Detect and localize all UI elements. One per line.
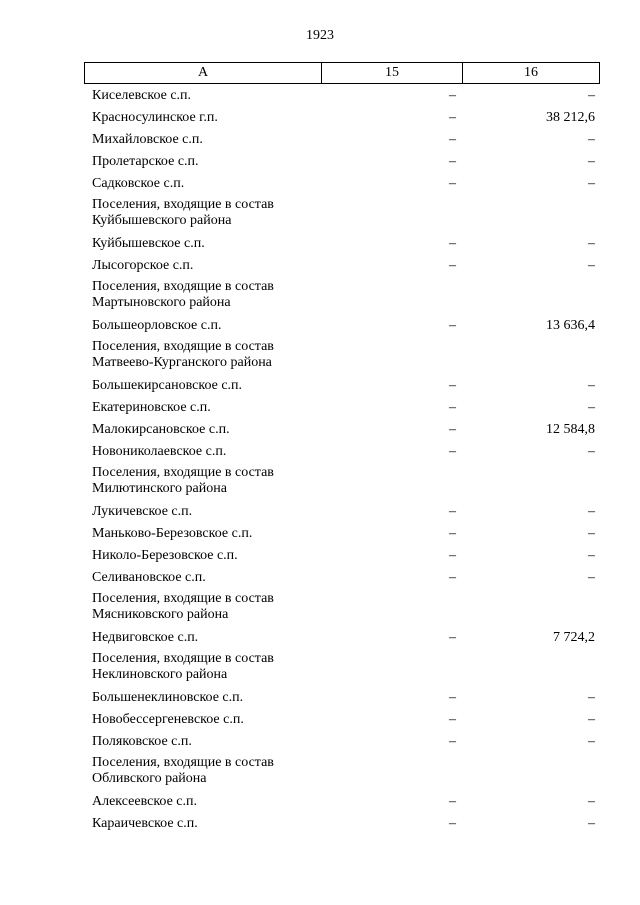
group-heading-row — [0, 195, 640, 233]
cell-col-15: – — [449, 816, 456, 831]
row-name: Пролетарское с.п. — [92, 154, 199, 169]
group-heading-row — [0, 277, 640, 315]
cell-col-15: – — [449, 690, 456, 705]
cell-col-15: – — [449, 548, 456, 563]
row-name: Поселения, входящие в состав Матвеево-Курганского района — [92, 339, 274, 370]
cell-col-16: 7 724,2 — [553, 630, 595, 645]
cell-col-16: – — [588, 794, 595, 809]
table-row — [0, 523, 640, 545]
cell-col-15: – — [449, 110, 456, 125]
cell-col-16: – — [588, 378, 595, 393]
cell-col-16: – — [588, 154, 595, 169]
table-row — [0, 397, 640, 419]
row-name: Новобессергеневское с.п. — [92, 712, 244, 727]
table-row — [0, 567, 640, 589]
table-body — [0, 85, 640, 835]
row-name: Екатериновское с.п. — [92, 400, 211, 415]
cell-col-16: – — [588, 548, 595, 563]
cell-col-15: – — [449, 400, 456, 415]
row-name: Куйбышевское с.п. — [92, 236, 205, 251]
row-name: Караичевское с.п. — [92, 816, 198, 831]
cell-col-16: – — [588, 236, 595, 251]
cell-col-16: – — [588, 816, 595, 831]
table-row — [0, 709, 640, 731]
table-row — [0, 255, 640, 277]
cell-col-16: – — [588, 570, 595, 585]
cell-col-16: – — [588, 176, 595, 191]
cell-col-15: – — [449, 378, 456, 393]
cell-col-15: – — [449, 236, 456, 251]
cell-col-15: – — [449, 132, 456, 147]
cell-col-15: – — [449, 318, 456, 333]
row-name: Поселения, входящие в состав Обливского района — [92, 755, 274, 786]
header-col-16: 16 — [524, 65, 538, 80]
row-name: Поселения, входящие в состав Неклиновского района — [92, 651, 274, 682]
row-name: Новониколаевское с.п. — [92, 444, 227, 459]
header-col-a: А — [85, 63, 322, 83]
cell-col-15: – — [449, 570, 456, 585]
row-name: Поселения, входящие в состав Куйбышевского района — [92, 197, 274, 228]
row-name: Поселения, входящие в состав Мясниковского района — [92, 591, 274, 622]
cell-col-16: – — [588, 734, 595, 749]
cell-col-15: – — [449, 734, 456, 749]
cell-col-16: – — [588, 132, 595, 147]
cell-col-16: 13 636,4 — [546, 318, 595, 333]
table-row — [0, 419, 640, 441]
table-row — [0, 441, 640, 463]
table-row — [0, 151, 640, 173]
cell-col-16: – — [588, 444, 595, 459]
group-heading-row — [0, 753, 640, 791]
table-row — [0, 627, 640, 649]
group-heading-row — [0, 463, 640, 501]
row-name: Красносулинское г.п. — [92, 110, 218, 125]
cell-col-16: – — [588, 88, 595, 103]
cell-col-15: – — [449, 154, 456, 169]
row-name: Недвиговское с.п. — [92, 630, 199, 645]
group-heading-row — [0, 649, 640, 687]
cell-col-15: – — [449, 422, 456, 437]
table-row — [0, 173, 640, 195]
group-heading-row — [0, 337, 640, 375]
group-heading-row — [0, 589, 640, 627]
cell-col-15: – — [449, 504, 456, 519]
table-row — [0, 687, 640, 709]
row-name: Киселевское с.п. — [92, 88, 192, 103]
row-name: Алексеевское с.п. — [92, 794, 197, 809]
header-col-15: 15 — [322, 63, 463, 83]
row-name: Селивановское с.п. — [92, 570, 206, 585]
cell-col-16: – — [588, 690, 595, 705]
cell-col-15: – — [449, 258, 456, 273]
cell-col-15: – — [449, 794, 456, 809]
row-name: Большеорловское с.п. — [92, 318, 222, 333]
cell-col-16: – — [588, 400, 595, 415]
table-row — [0, 545, 640, 567]
table-row — [0, 107, 640, 129]
table-row — [0, 315, 640, 337]
cell-col-16: 38 212,6 — [546, 110, 595, 125]
row-name: Поляковское с.п. — [92, 734, 192, 749]
row-name: Маньково-Березовское с.п. — [92, 526, 253, 541]
cell-col-15: – — [449, 526, 456, 541]
row-name: Николо-Березовское с.п. — [92, 548, 238, 563]
cell-col-15: – — [449, 712, 456, 727]
page-number: 1923 — [306, 28, 334, 43]
row-name: Большекирсановское с.п. — [92, 378, 243, 393]
cell-col-15: – — [449, 630, 456, 645]
row-name: Большенеклиновское с.п. — [92, 690, 244, 705]
cell-col-16: – — [588, 258, 595, 273]
table-row — [0, 375, 640, 397]
row-name: Поселения, входящие в состав Милютинского района — [92, 465, 274, 496]
cell-col-15: – — [449, 176, 456, 191]
table-row — [0, 813, 640, 835]
table-row — [0, 85, 640, 107]
table-row — [0, 501, 640, 523]
row-name: Поселения, входящие в состав Мартыновского района — [92, 279, 274, 310]
row-name: Лысогорское с.п. — [92, 258, 194, 273]
row-name: Садковское с.п. — [92, 176, 185, 191]
table-row — [0, 129, 640, 151]
cell-col-16: – — [588, 526, 595, 541]
cell-col-16: 12 584,8 — [546, 422, 595, 437]
row-name: Малокирсановское с.п. — [92, 422, 230, 437]
cell-col-15: – — [449, 88, 456, 103]
cell-col-16: – — [588, 504, 595, 519]
row-name: Лукичевское с.п. — [92, 504, 193, 519]
table-row — [0, 233, 640, 255]
row-name: Михайловское с.п. — [92, 132, 203, 147]
table-header — [84, 62, 600, 84]
cell-col-15: – — [449, 444, 456, 459]
table-row — [0, 791, 640, 813]
table-row — [0, 731, 640, 753]
cell-col-16: – — [588, 712, 595, 727]
